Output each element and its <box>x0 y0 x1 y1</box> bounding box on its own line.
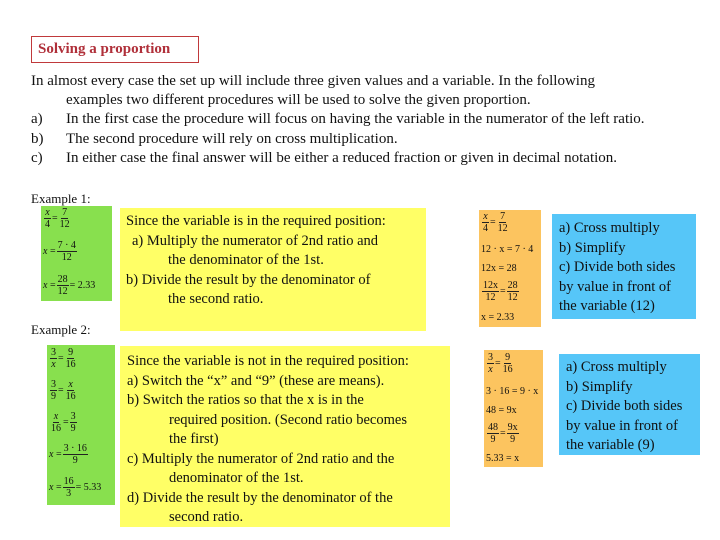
intro-item-c-marker: c) <box>31 150 43 166</box>
ex2-step: c) Divide both sides <box>566 398 683 414</box>
intro-item-a-marker: a) <box>31 111 43 127</box>
ex2-explanation-line: second ratio. <box>169 509 244 525</box>
ex1-step: c) Divide both sides <box>559 259 676 275</box>
intro-line-1: In almost every case the set up will include three given values and a variable. In the following <box>31 73 595 89</box>
ex2-explanation-line: c) Multiply the numerator of 2nd ratio and the <box>127 450 395 467</box>
ex2-equation-4: x = $\frac{3 \cdot 16}{9}$ <box>49 443 87 466</box>
example-1-cross-math-box <box>479 210 541 327</box>
ex1-cross-line-2: 12 · x = 7 · 4 <box>481 244 534 255</box>
example-2-math-box <box>47 345 115 505</box>
ex2-step: b) Simplify <box>566 378 633 395</box>
intro-line-2: examples two different procedures will be used to solve the given proportion. <box>66 92 531 108</box>
ex2-cross-line-2: 3 · 16 = 9 · x <box>486 386 539 397</box>
example-2-steps-box <box>559 354 700 455</box>
ex2-step: the variable (9) <box>566 437 655 453</box>
example-2-explanation-box <box>120 346 450 527</box>
ex1-explanation-line: b) Divide the result by the denominator of <box>126 271 371 288</box>
ex2-explanation-line: Since the variable is not in the required position: <box>127 353 409 369</box>
ex2-explanation-line: a) Switch the “x” and “9” (these are means). <box>127 372 385 389</box>
ex2-equation-3: $\frac{x}{16}$ = $\frac{3}{9}$ <box>51 411 76 434</box>
example-1-math-box <box>41 206 112 301</box>
ex2-equation-1: $\frac{3}{x}$ = $\frac{9}{16}$ <box>51 347 76 370</box>
ex1-cross-line-3: 12x = 28 <box>481 263 517 274</box>
ex2-equation-2: $\frac{3}{9}$ = $\frac{x}{16}$ <box>51 379 76 402</box>
ex2-explanation-line: the first) <box>169 431 219 447</box>
ex2-step: by value in front of <box>566 417 678 434</box>
example-1-label: Example 1: <box>31 191 91 206</box>
ex1-step: b) Simplify <box>559 239 626 256</box>
intro-item-c-text: In either case the final answer will be either a reduced fraction or given in decimal notation. <box>66 150 618 166</box>
ex1-equation-2: x = $\frac{7 \cdot 4}{12}$ <box>43 240 76 263</box>
ex2-explanation-line: b) Switch the ratios so that the x is in the <box>127 392 364 408</box>
ex1-cross-equation-4: $\frac{12x}{12}$ = $\frac{28}{12}$ <box>483 280 518 303</box>
example-1-steps-box <box>552 214 696 319</box>
ex1-explanation-line: a) Multiply the numerator of 2nd ratio and <box>132 232 379 249</box>
example-2-cross-math-box <box>484 350 543 467</box>
ex1-step: by value in front of <box>559 278 671 295</box>
ex2-explanation-line: required position. (Second ratio becomes <box>169 411 407 428</box>
ex2-explanation-line: d) Divide the result by the denominator of the <box>127 489 393 506</box>
intro-item-a-text: In the first case the procedure will focus on having the variable in the numerator of the left ratio. <box>66 111 645 127</box>
intro-item-b-text: The second procedure will rely on cross multiplication. <box>66 131 398 147</box>
ex2-explanation-line: denominator of the 1st. <box>169 470 304 486</box>
example-2-label: Example 2: <box>31 322 91 337</box>
ex2-equation-5: x = $\frac{16}{3}$ = 5.33 <box>49 476 102 499</box>
ex2-cross-line-3: 48 = 9x <box>486 405 517 416</box>
ex1-cross-equation-1: $\frac{x}{4}$ = $\frac{7}{12}$ <box>483 211 508 234</box>
ex2-cross-line-5: 5.33 = x <box>486 453 520 464</box>
ex1-step: the variable (12) <box>559 298 655 314</box>
ex1-step: a) Cross multiply <box>559 220 660 236</box>
ex1-explanation-line: the second ratio. <box>168 291 264 307</box>
ex2-cross-equation-1: $\frac{3}{x}$ = $\frac{9}{16}$ <box>488 352 513 375</box>
ex1-equation-3: x = $\frac{28}{12}$ = 2.33 <box>43 274 96 297</box>
ex2-cross-equation-4: $\frac{48}{9}$ = $\frac{9x}{9}$ <box>488 422 518 445</box>
ex1-explanation-line: the denominator of the 1st. <box>168 252 324 268</box>
ex1-cross-line-5: x = 2.33 <box>481 312 515 323</box>
page-title: Solving a proportion <box>31 36 199 63</box>
ex1-explanation-line: Since the variable is in the required position: <box>126 213 386 229</box>
ex1-equation-1: $\frac{x}{4}$ = $\frac{7}{12}$ <box>45 207 70 230</box>
ex2-step: a) Cross multiply <box>566 359 667 375</box>
example-1-explanation-box <box>120 208 426 331</box>
intro-item-b-marker: b) <box>31 131 44 147</box>
